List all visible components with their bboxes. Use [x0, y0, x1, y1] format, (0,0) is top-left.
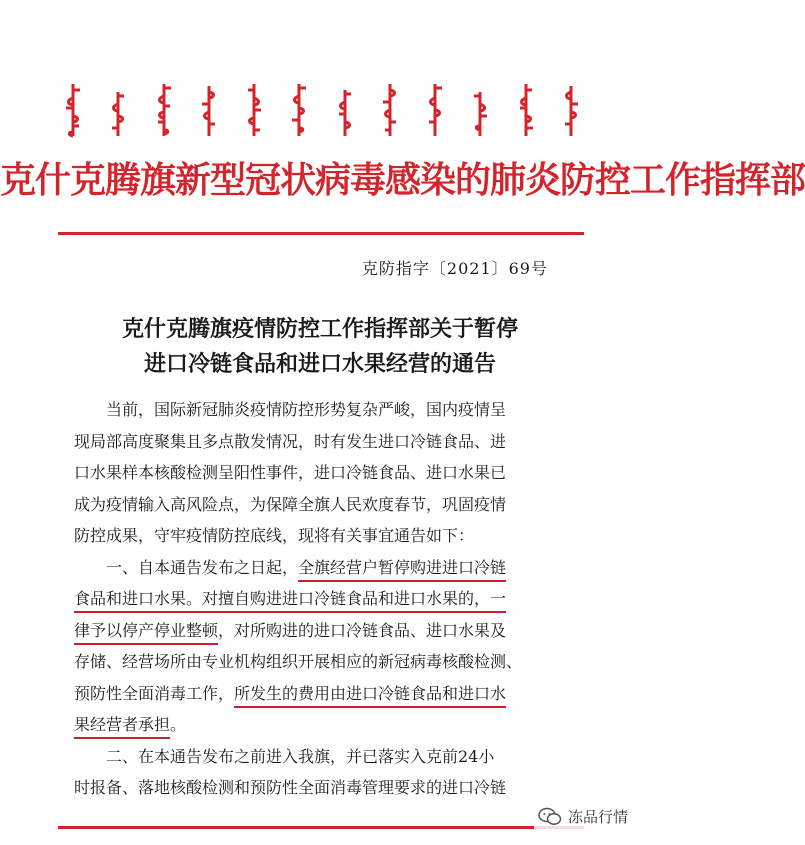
- text-segment: 预防性全面消毒工作，: [74, 683, 235, 703]
- text-line: [74, 709, 558, 741]
- underlined-text: 律予以停产停业整顿: [74, 621, 218, 645]
- underlined-text: 全旗经营户暂停购进进口冷链: [298, 558, 506, 582]
- paragraph-item-1: [74, 552, 558, 584]
- mongolian-script-header: [62, 82, 582, 138]
- text-line: 防控成果，守牢疫情防控底线，现将有关事宜通告如下：: [74, 526, 475, 545]
- watermark-text: 冻品行情: [567, 808, 628, 826]
- text-line: 时报备、落地核酸检测和预防性全面消毒管理要求的进口冷链: [74, 778, 507, 797]
- text-line: 口水果样本核酸检测呈阳性事件，进口冷链食品、进口水果已: [74, 463, 507, 482]
- underlined-text: 所发生的费用由进口冷链食品和进口水: [234, 684, 506, 708]
- text-line: 存储、经营场所由专业机构组织开展相应的新冠病毒核酸检测、: [74, 652, 523, 671]
- text-line: [74, 615, 558, 647]
- source-watermark: [534, 804, 632, 829]
- title-line-2: 进口冷链食品和进口水果经营的通告: [143, 351, 496, 377]
- wechat-icon: [538, 807, 562, 827]
- document-number: 克防指字〔2021〕69号: [361, 259, 548, 278]
- footer-divider: [58, 826, 584, 829]
- underlined-text: 食品和进口水果: [74, 589, 186, 613]
- underlined-text: 。对擅自购进进口冷链食品和进口水果的，一: [186, 589, 506, 613]
- text-segment: ，对所购进的进口冷链食品、进口水果及: [218, 620, 507, 640]
- text-line: 当前，国际新冠肺炎疫情防控形势复杂严峻，国内疫情呈: [106, 400, 507, 419]
- paragraph-item-2: [74, 741, 558, 773]
- text-line: 二、在本通告发布之前进入我旗，并已落实入克前24小: [106, 746, 495, 766]
- document-title: [0, 312, 640, 382]
- text-segment: 。: [170, 715, 187, 734]
- text-line: [74, 678, 558, 710]
- text-line: [74, 583, 558, 615]
- letterhead-org-name: 克什克腾旗新型冠状病毒感染的肺炎防控工作指挥部: [0, 159, 805, 201]
- underlined-text: 果经营者承担: [74, 715, 170, 739]
- text-line: 现局部高度聚集且多点散发情况，时有发生进口冷链食品、进: [74, 431, 507, 451]
- text-line: 成为疫情输入高风险点，为保障全旗人民欢度春节，巩固疫情: [74, 494, 507, 514]
- title-line-1: 克什克腾旗疫情防控工作指挥部关于暂停: [121, 316, 518, 342]
- text-segment: 一、自本通告发布之日起，: [106, 557, 299, 577]
- paragraph-intro: [74, 394, 558, 426]
- letterhead-divider: [58, 232, 584, 235]
- document-body: [74, 394, 558, 804]
